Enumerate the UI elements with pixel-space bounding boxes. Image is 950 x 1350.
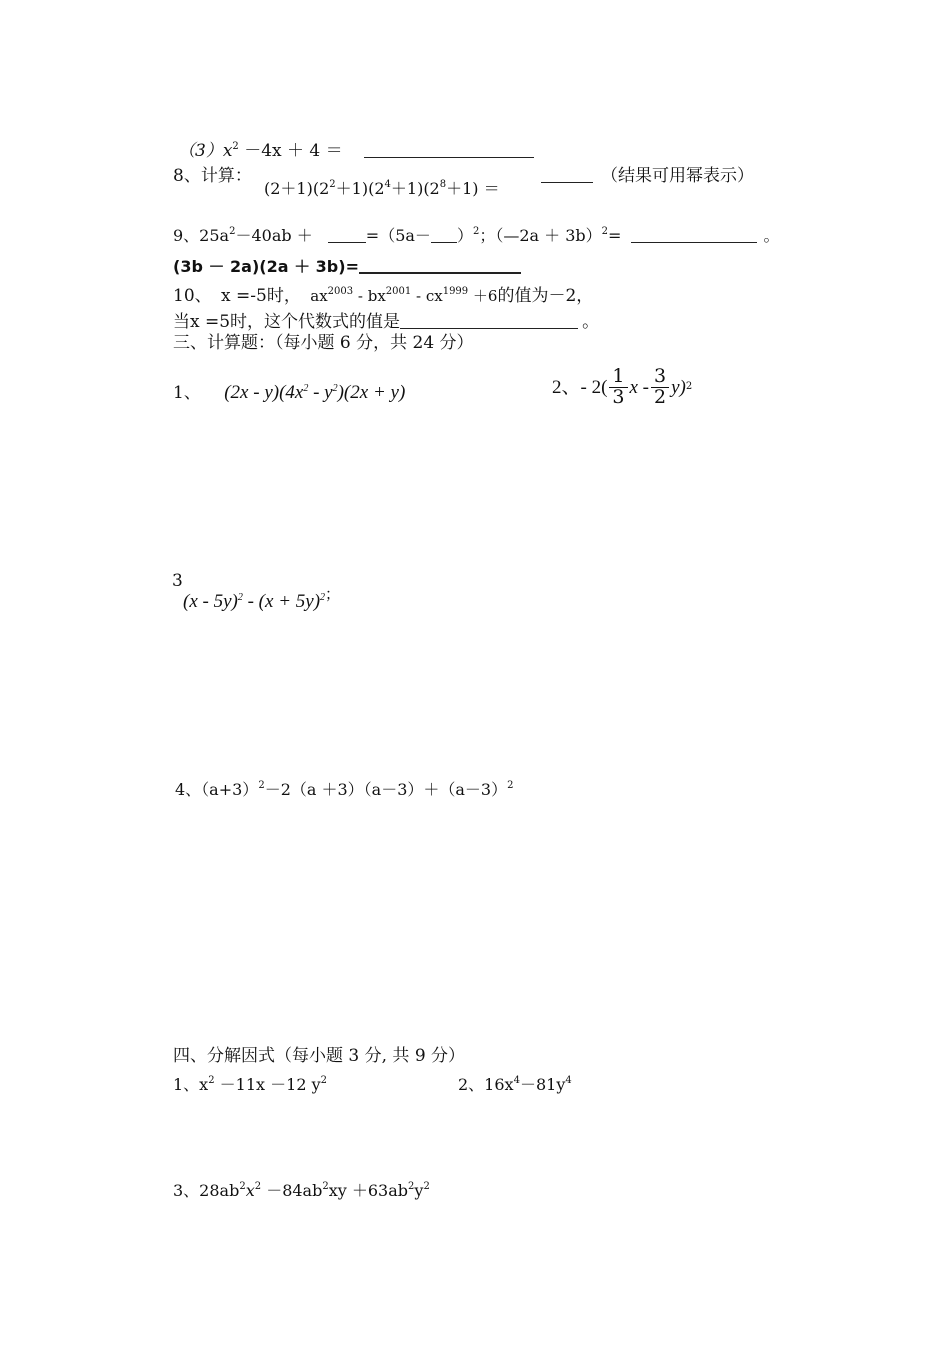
q8-exp1: 2 — [329, 179, 336, 190]
q8-expr-b: ＋1)(2 — [335, 179, 385, 198]
q10-t4: ＋6 — [468, 287, 498, 305]
calc-problem-4 — [175, 782, 514, 798]
q10-answer-blank[interactable] — [400, 314, 578, 329]
p2-end: y) — [671, 376, 686, 398]
q8-answer-blank[interactable] — [541, 168, 593, 183]
p3-a: (x - 5y) — [183, 591, 238, 612]
p1-b: - y — [308, 382, 333, 403]
q10-s3: 1999 — [442, 286, 469, 297]
f3-e: y — [414, 1181, 424, 1200]
p2-label: 2、- 2( — [552, 376, 608, 398]
p3-s2: 2 — [320, 592, 326, 603]
q10-s2: 2001 — [385, 286, 412, 297]
q3-label: （3） — [178, 141, 223, 161]
p4-a: 4、（a+3） — [175, 780, 259, 799]
factor-problem-2 — [458, 1077, 572, 1093]
q10-tail: 的值为－2， — [497, 286, 594, 306]
q8-expr-d: ＋1) ＝ — [446, 179, 500, 198]
q9-blank-1[interactable] — [328, 228, 366, 243]
q9-sup3: 2 — [601, 226, 609, 237]
calc-problem-3 — [183, 588, 340, 611]
q10-t3: - cx — [411, 287, 443, 305]
calc-problem-1 — [173, 383, 405, 402]
section-3-heading: 三、计算题：（每小题 6 分，共 24 分） — [173, 333, 474, 353]
f1-a: 1、x — [173, 1075, 209, 1094]
f3-c: －84ab — [261, 1181, 323, 1200]
q10-expr — [310, 287, 497, 305]
p2-den1: 3 — [609, 387, 627, 408]
p3-s1: 2 — [237, 592, 243, 603]
p1-s1: 2 — [303, 383, 309, 394]
calc-problem-2: 2、- 2( $\frac{1}{3}$ x - $\frac{3}{2}$ y) 2 — [552, 365, 693, 408]
f3-d: xy ＋63ab — [328, 1181, 409, 1200]
q8-exp2: 4 — [384, 179, 391, 190]
f3-s5: 2 — [423, 1181, 430, 1192]
p3-end: ； — [325, 587, 341, 603]
q10-line2-end: 。 — [582, 312, 600, 332]
f3-s3: 2 — [322, 1181, 329, 1192]
q9-a: 9、25a — [173, 226, 230, 245]
p2-mid: x - — [629, 376, 650, 398]
q10-label: 10、 — [173, 286, 212, 306]
q9-sup2: 2 — [472, 226, 480, 237]
q10-condition: x =-5时， — [221, 286, 301, 306]
q8-exp3: 8 — [439, 179, 447, 190]
q3-expr: －4x ＋ 4 ＝ — [238, 141, 343, 161]
f1-b: －11x －12 y — [214, 1075, 321, 1094]
p2-fraction-2 — [651, 367, 669, 408]
q10-t1: ax — [310, 287, 328, 305]
f2-s2: 4 — [565, 1075, 572, 1086]
p4-b: －2（a ＋3）（a－3）＋（a－3） — [264, 780, 508, 799]
q8-note: （结果可用幂表示） — [601, 166, 754, 186]
question-9-line — [173, 228, 779, 244]
p2-den2: 2 — [651, 387, 669, 408]
p1-c: )(2x + y) — [337, 382, 406, 403]
f3-a: 3、28ab — [173, 1181, 240, 1200]
q9-blank-3[interactable] — [631, 228, 757, 243]
q9-sup1: 2 — [229, 226, 236, 237]
q10-t2: - bx — [353, 287, 386, 305]
question-3-line — [178, 143, 534, 160]
q9-c: =（5a－ — [365, 226, 431, 245]
p1-s2: 2 — [332, 383, 338, 394]
p2-num1: 1 — [612, 365, 625, 387]
question-8-label: 8、计算： — [173, 166, 252, 186]
f2-a: 2、16x — [458, 1075, 514, 1094]
q10-s1: 2003 — [327, 286, 354, 297]
question-9b-line — [173, 258, 521, 275]
q9b-expr: (3b － 2a)(2a ＋ 3b)= — [173, 257, 359, 276]
p1-expr — [224, 382, 405, 403]
f3-s4: 2 — [408, 1181, 415, 1192]
q8-expr-c: ＋1)(2 — [390, 179, 440, 198]
question-10-line2 — [173, 314, 599, 331]
f3-b: x — [245, 1181, 255, 1200]
f1-s2: 2 — [320, 1075, 328, 1086]
q10-line2-text: 当x =5时，这个代数式的值是 — [173, 312, 401, 332]
f1-s1: 2 — [208, 1075, 215, 1086]
q8-expr-a: (2＋1)(2 — [264, 179, 330, 198]
f3-s1: 2 — [239, 1181, 246, 1192]
p4-s2: 2 — [507, 780, 514, 791]
q9-e: ；（—2a ＋ 3b） — [479, 226, 602, 245]
q3-sup: 2 — [232, 141, 239, 152]
q3-answer-blank[interactable] — [364, 143, 534, 158]
q9-f: = — [608, 226, 622, 245]
f2-b: －81y — [519, 1075, 566, 1094]
q9b-answer-blank[interactable] — [359, 258, 521, 274]
p3-b: - (x + 5y) — [242, 591, 321, 612]
f2-s1: 4 — [513, 1075, 520, 1086]
q3-var: x — [222, 141, 233, 161]
p1-label: 1、 — [173, 383, 201, 403]
q9-d: ） — [456, 226, 473, 245]
calc-problem-3-label: 3 — [172, 571, 183, 591]
factor-problem-3 — [173, 1183, 430, 1199]
q9-b: －40ab ＋ — [235, 226, 318, 245]
question-8-expr — [264, 181, 500, 197]
question-10-line — [173, 288, 593, 305]
q9-end: 。 — [763, 226, 780, 245]
p4-s1: 2 — [258, 780, 265, 791]
p1-a: (2x - y)(4x — [224, 382, 304, 403]
p2-fraction-1 — [609, 367, 627, 408]
question-8-note-line — [541, 168, 754, 185]
p2-num2: 3 — [654, 365, 667, 387]
q9-blank-2[interactable] — [431, 228, 457, 243]
factor-problem-1 — [173, 1077, 327, 1093]
f3-s2: 2 — [254, 1181, 262, 1192]
section-4-heading: 四、分解因式（每小题 3 分, 共 9 分） — [173, 1046, 466, 1066]
